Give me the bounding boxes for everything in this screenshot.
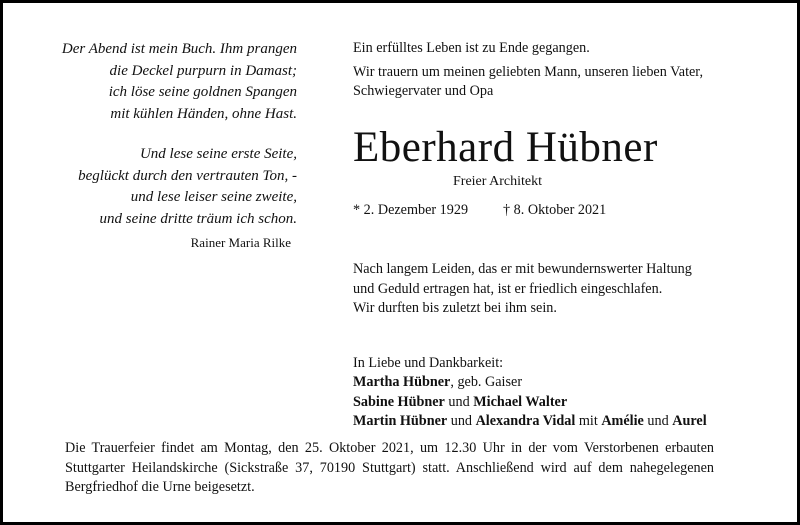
family-text: und xyxy=(444,393,474,410)
family-text: , geb. Gaiser xyxy=(450,374,523,390)
notice-body xyxy=(353,39,773,432)
poem-line: die Deckel purpurn in Damast; xyxy=(109,62,297,79)
passing-line: Wir durften bis zuletzt bei ihm sein. xyxy=(353,300,557,316)
poem-stanza-2 xyxy=(0,144,297,252)
poem-line: ich löse seine goldnen Spangen xyxy=(108,84,297,100)
family-name: Martin Hübner xyxy=(353,413,448,429)
family-list xyxy=(353,373,773,432)
family-name: Aurel xyxy=(672,413,707,429)
funeral-info-line: Bergfriedhof die Urne beigesetzt. xyxy=(65,479,255,495)
signatories xyxy=(353,354,773,432)
family-text: mit xyxy=(575,413,602,429)
intro-line: Schwiegervater und Opa xyxy=(353,83,494,99)
family-row-1 xyxy=(353,373,773,393)
closing-phrase: In Liebe und Dankbarkeit: xyxy=(353,354,504,371)
poem-author: Rainer Maria Rilke xyxy=(190,235,291,250)
family-name: Sabine Hübner xyxy=(353,393,445,410)
family-text: und xyxy=(447,413,476,429)
death-date: † 8. Oktober 2021 xyxy=(503,202,607,218)
deceased-profession: Freier Architekt xyxy=(453,173,543,189)
birth-date: * 2. Dezember 1929 xyxy=(353,202,469,218)
intro-line: Wir trauern um meinen geliebten Mann, unseren lieben Vater, xyxy=(353,63,704,80)
family-name: Alexandra Vidal xyxy=(475,413,576,429)
passing-line: Nach langem Leiden, das er mit bewundernswerter Haltung xyxy=(353,261,692,277)
intro-mourning xyxy=(353,63,773,102)
poem-line: beglückt durch den vertrauten Ton, - xyxy=(78,167,297,184)
family-name: Amélie xyxy=(601,413,644,429)
poem-line: und lese leiser seine zweite, xyxy=(130,189,297,205)
passing-line: und Geduld ertragen hat, ist er friedlich eingeschlafen. xyxy=(353,280,663,297)
poem-line: mit kühlen Händen, ohne Hast. xyxy=(110,105,297,122)
family-row-2 xyxy=(353,393,773,413)
poem-line: und seine dritte träum ich schon. xyxy=(99,210,297,227)
passing-text xyxy=(353,260,773,319)
funeral-info xyxy=(65,439,714,498)
family-row-3 xyxy=(353,412,773,432)
funeral-info-line: Die Trauerfeier findet am Montag, den 25. Oktober 2021, um 12.30 Uhr in der vom Verstorbenen erbauten xyxy=(65,440,714,456)
poem xyxy=(0,39,297,252)
deceased-name: Eberhard Hübner xyxy=(353,123,658,171)
family-name: Martha Hübner xyxy=(353,374,451,390)
family-text: und xyxy=(643,413,673,429)
poem-line: Und lese seine erste Seite, xyxy=(139,146,297,162)
intro-line: Ein erfülltes Leben ist zu Ende gegangen. xyxy=(353,40,590,56)
poem-line: Der Abend ist mein Buch. Ihm prangen xyxy=(61,41,297,57)
poem-stanza-1 xyxy=(0,39,297,125)
funeral-info-line: Stuttgarter Heilandskirche (Sickstraße 37, 70190 Stuttgart) statt. Anschließend wird auf dem nahegelegenen xyxy=(65,459,714,476)
family-name: Michael Walter xyxy=(473,393,568,410)
life-dates xyxy=(353,201,773,221)
